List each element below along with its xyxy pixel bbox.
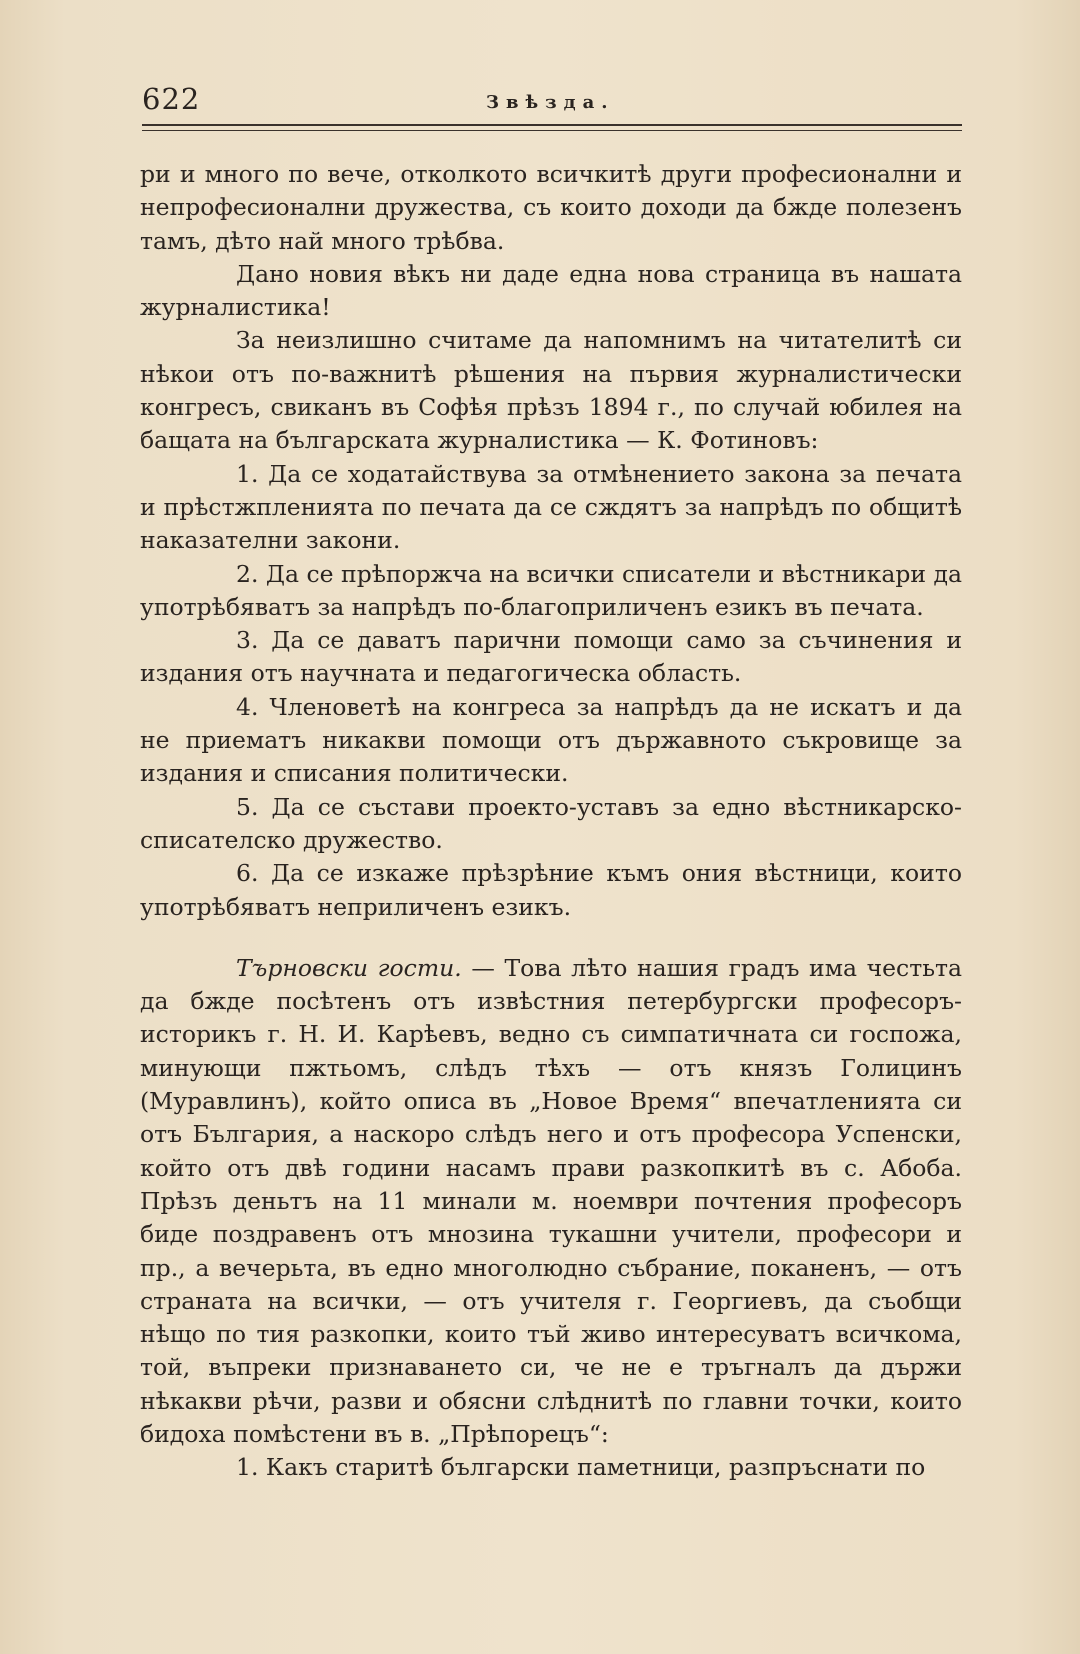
list-item: 3. Да се даватъ парични помощи само за съчинения и издания отъ научната и педагогическа область. (140, 626, 962, 688)
list-item: 1. Какъ старитѣ български паметници, разпръснати по (236, 1453, 926, 1482)
list-item: 2. Да се прѣпоржча на всички списатели и вѣстникари да употрѣбяватъ за напрѣдъ по-благоприличенъ езикъ въ печата. (140, 559, 962, 621)
header-rule-thin (142, 130, 962, 131)
running-title: Звѣзда. (486, 92, 615, 113)
paragraph: Дано новия вѣкъ ни даде една нова страница въ нашата журналистика! (140, 259, 962, 322)
header-rule-thick (142, 124, 962, 126)
page-header (142, 80, 962, 120)
body-text (140, 158, 962, 1485)
list-item: 1. Да се ходатайствува за отмѣнението закона за печата и прѣстжпленията по печата да се сждятъ за напрѣдъ по общитѣ наказателни закони. (140, 459, 962, 555)
list-item: 5. Да се състави проекто-уставъ за едно вѣстникарско-списателско дружество. (140, 792, 962, 854)
paragraph: За неизлишно считаме да напомнимъ на читателитѣ си нѣкои отъ по-важнитѣ рѣшения на първия журналистически конгресъ, свиканъ въ Софѣя прѣзъ 1894 г., по случай юбилея на бащата на българската журналистика — К. Фотиновъ: (140, 326, 962, 455)
paragraph-continuation: ри и много по вече, отколкото всичкитѣ други професионални и непрофесионални дружества, съ които доходи да бжде полезенъ тамъ, дѣто най много трѣбва. (140, 160, 962, 255)
section-text: — Това лѣто нашия градъ има честьта да бжде посѣтенъ отъ извѣстния петербургски професоръ-историкъ г. Н. И. Карѣевъ, ведно съ симпатичната си госпожа, минующи пжтьомъ, слѣдъ тѣхъ — отъ князъ Голицинъ (Муравлинъ), който описа въ „Новое Время“ впечатленията си отъ България, а наскоро слѣдъ него и отъ професора Успенски, който отъ двѣ години насамъ прави разкопкитѣ въ с. Абоба. Прѣзъ деньтъ на 11 минали м. ноември почтения професоръ биде поздравенъ отъ мнозина тукашни учители, професори и пр., а вечерьта, въ едно многолюдно събрание, поканенъ, — отъ страната на всички, — отъ учителя г. Георгиевъ, да съобщи нѣщо по тия разкопки, които тъй живо интересуватъ всичкома, той, въпреки признаването си, че не е тръгналъ да държи нѣкакви рѣчи, разви и обясни слѣднитѣ по главни точки, които бидоха помѣстени въ в. „Прѣпорецъ“: (140, 953, 963, 1448)
section-paragraph (140, 952, 962, 1451)
section-heading: Търновски гости. (236, 953, 462, 982)
section-spacer (140, 924, 962, 952)
list-item: 4. Членоветѣ на конгреса за напрѣдъ да не искатъ и да не приематъ никакви помощи отъ държавното съкровище за издания и списания политически. (140, 692, 962, 788)
page-number: 622 (142, 82, 201, 116)
list-item: 6. Да се изкаже прѣзрѣние къмъ ония вѣстници, които употрѣбяватъ неприличенъ езикъ. (140, 859, 962, 921)
